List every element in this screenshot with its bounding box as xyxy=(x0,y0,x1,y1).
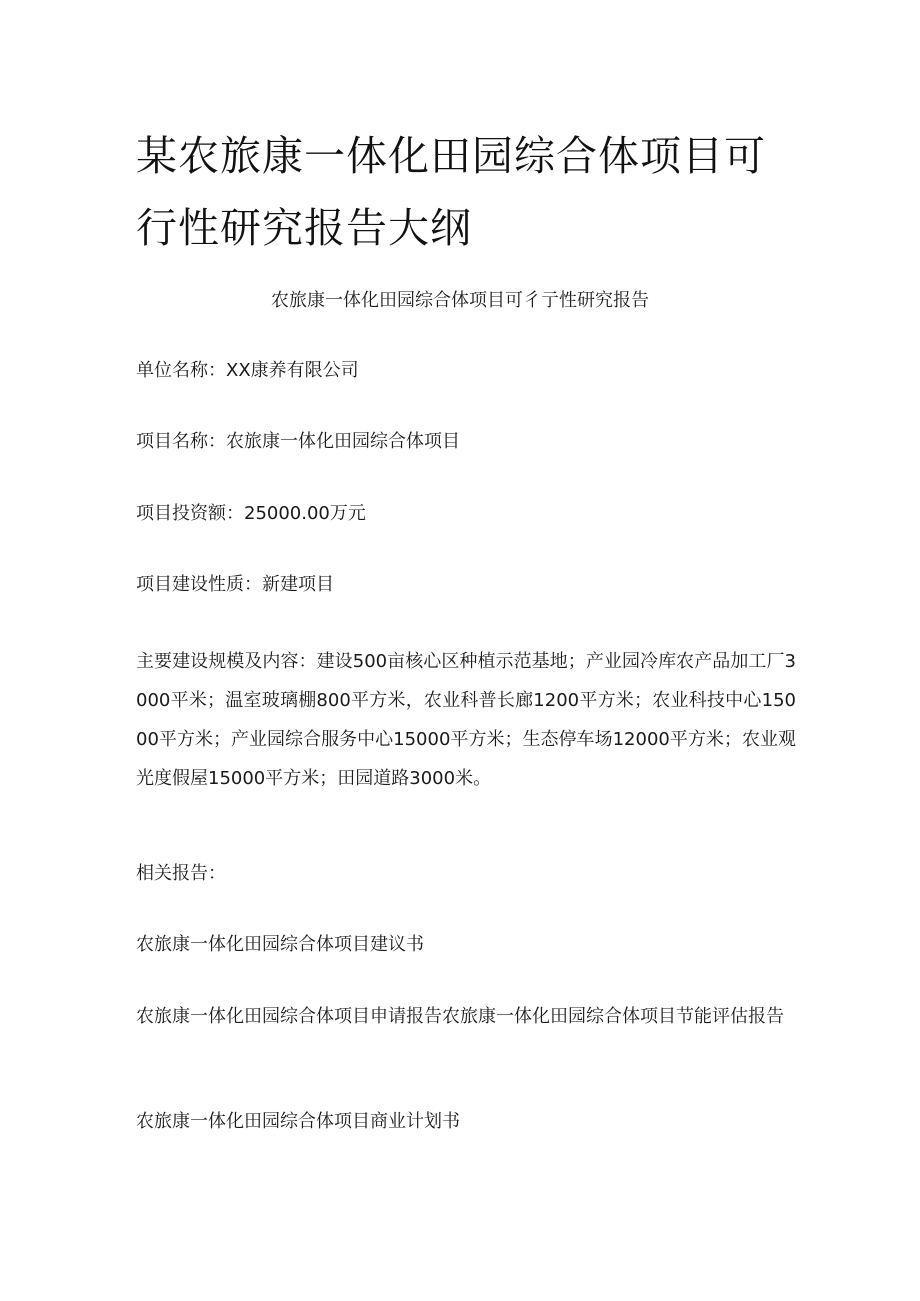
field-company xyxy=(136,357,796,385)
document-title: 某农旅康一体化田园综合体项目可行性研究报告大纲 xyxy=(136,132,766,252)
field-label: 单位名称： xyxy=(136,360,226,381)
field-investment xyxy=(136,500,796,528)
field-label: 项目投资额： xyxy=(136,503,244,524)
construction-scope xyxy=(136,642,796,798)
scope-label: 主要建设规模及内容： xyxy=(136,651,317,672)
related-report-item: 农旅康一体化田园综合体项目申请报告农旅康一体化田园综合体项目节能评估报告 xyxy=(136,1006,784,1027)
field-value: 25000.00万元 xyxy=(244,503,366,524)
field-label: 项目建设性质： xyxy=(136,574,262,595)
scope-text: 建设500亩核心区种植示范基地；产业园冷库农产品加工厂3000平米；温室玻璃棚800平方米，农业科普长廊1200平方米；农业科技中心15000平方米；产业园综合服务中心15000平方米；生态停车场12000平方米；农业观光度假屋15000平方米；田园道路3000米。 xyxy=(136,651,796,789)
field-label: 项目名称： xyxy=(136,431,226,452)
related-reports-label: 相关报告： xyxy=(136,863,226,884)
document-subtitle: 农旅康一体化田园综合体项目可彳亍性研究报告 xyxy=(271,290,649,311)
field-value: 农旅康一体化田园综合体项目 xyxy=(226,431,460,452)
field-value: XX康养有限公司 xyxy=(226,360,359,381)
field-project-name xyxy=(136,428,796,456)
field-value: 新建项目 xyxy=(262,574,334,595)
field-construction-nature xyxy=(136,571,796,599)
related-report-item: 农旅康一体化田园综合体项目商业计划书 xyxy=(136,1111,460,1132)
related-report-item: 农旅康一体化田园综合体项目建议书 xyxy=(136,934,424,955)
